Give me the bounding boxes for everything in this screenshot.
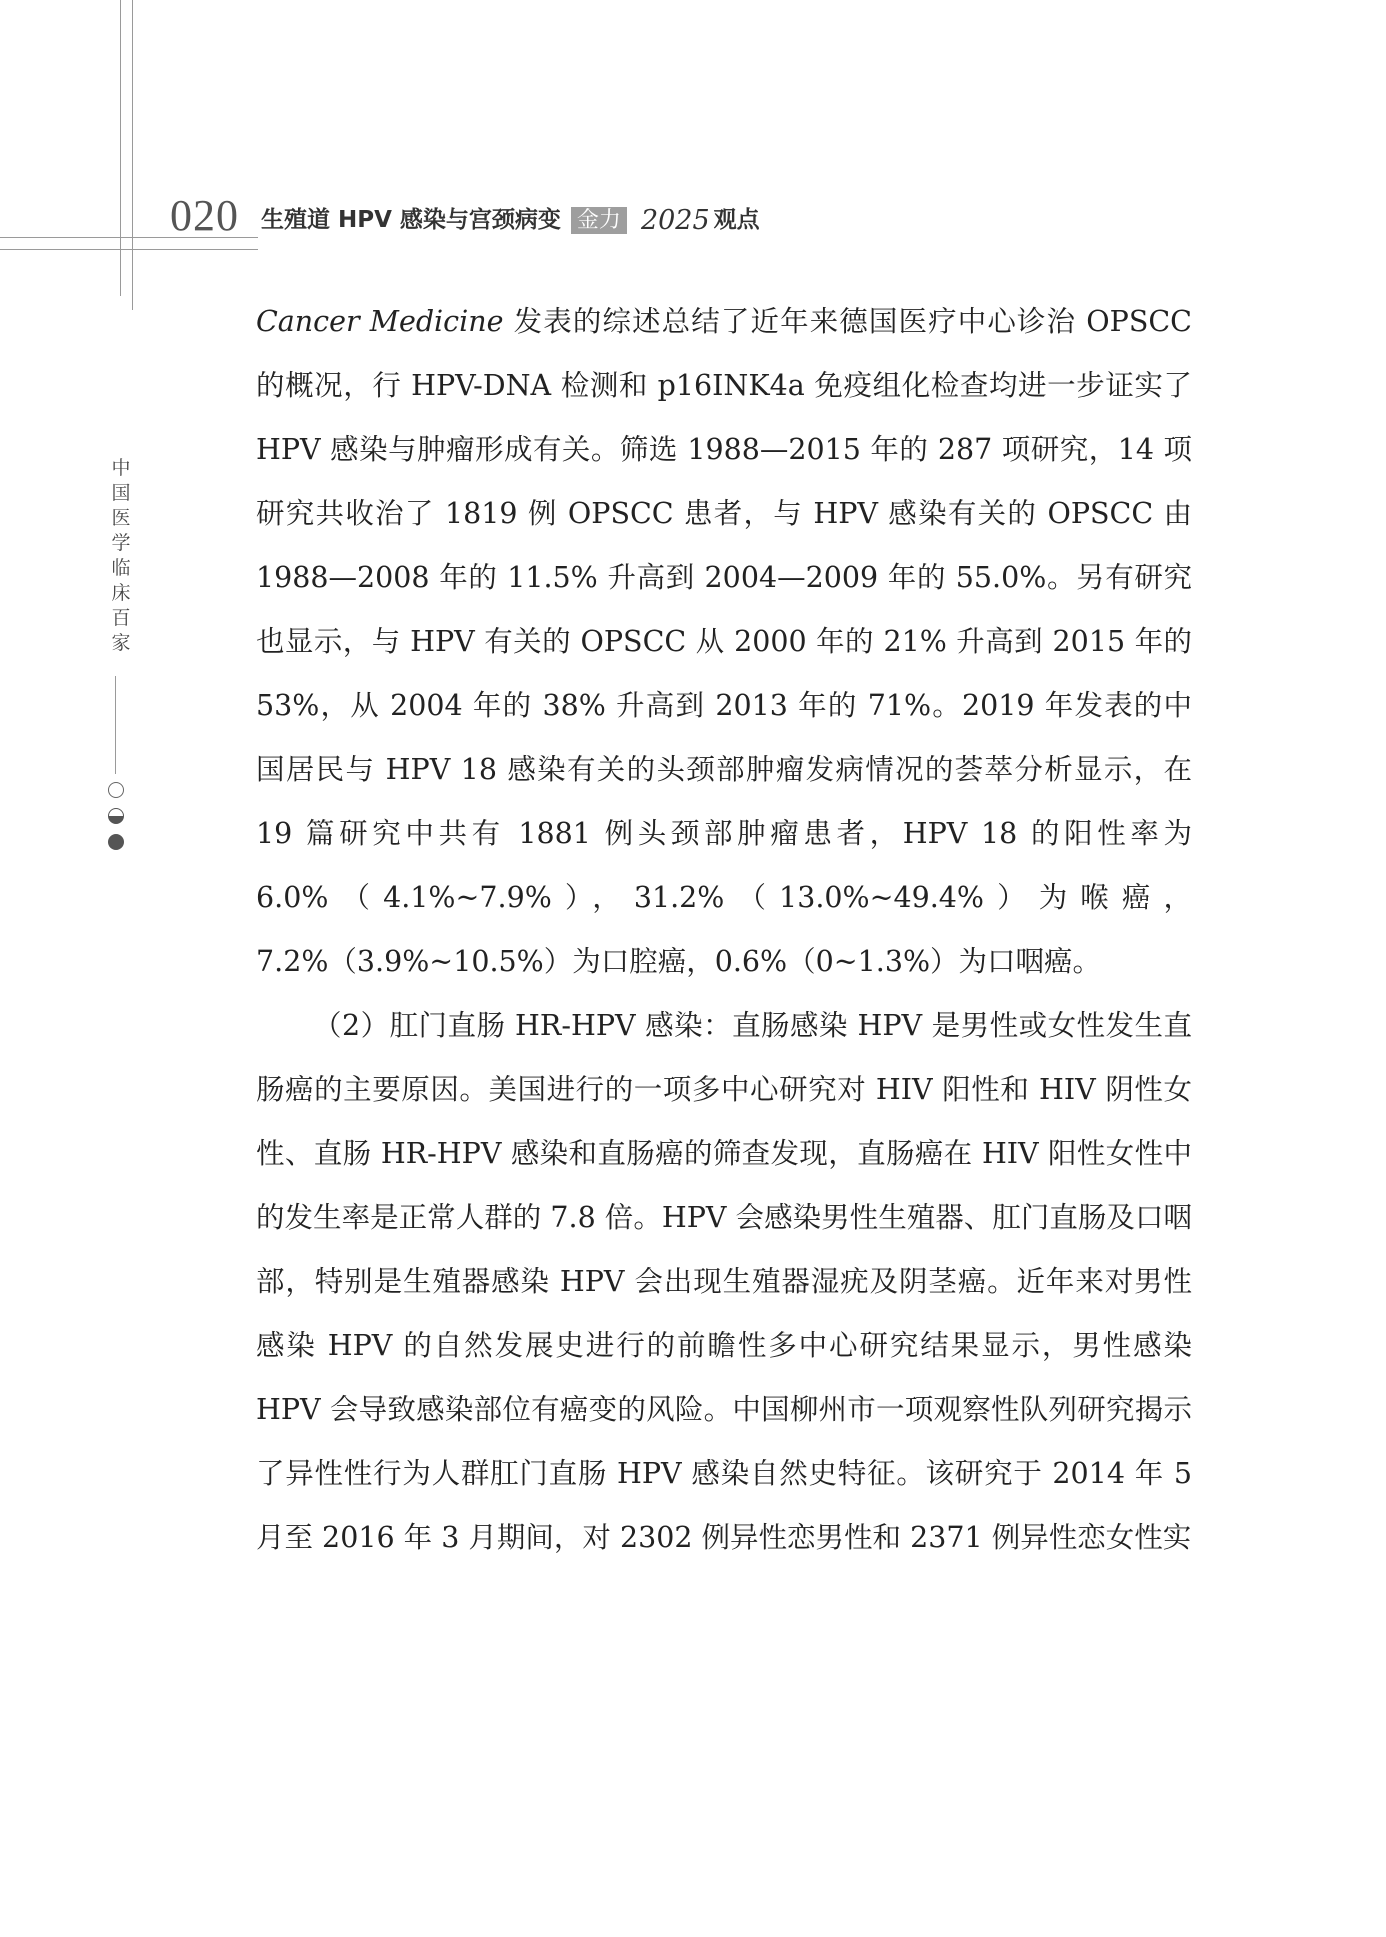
series-suffix: 观点 — [713, 207, 760, 233]
body-text — [256, 290, 1192, 1570]
vertical-rule-outer — [120, 0, 121, 296]
side-label: 中国医学临床百家 — [111, 457, 131, 654]
paragraph-1-text: 发表的综述总结了近年来德国医疗中心诊治 OPSCC 的概况，行 HPV-DNA 检测和 p16INK4a 免疫组化检查均进一步证实了 HPV 感染与肿瘤形成有关。筛选 1988—2015 年的 287 项研究，14 项研究共收治了 1819 例 OPSCC 患者，与 HPV 感染有关的 OPSCC 由 1988—2008 年的 11.5% 升高到 2004—2009 年的 55.0%。另有研究也显示，与 HPV 有关的 OPSCC 从 2000 年的 21% 升高到 2015 年的 53%，从 2004 年的 38% 升高到 2013 年的 71%。2019 年发表的中国居民与 HPV 18 感染有关的头颈部肿瘤发病情况的荟萃分析显示，在 19 篇研究中共有 1881 例头颈部肿瘤患者，HPV 18 的阳性率为 6.0%（4.1%~7.9%），31.2%（13.0%~49.4%）为喉癌，7.2%（3.9%~10.5%）为口腔癌，0.6%（0~1.3%）为口咽癌。 — [256, 305, 1192, 978]
series-year: 2025 — [640, 205, 710, 236]
running-header — [170, 186, 760, 238]
series-badge: 金力 — [571, 207, 627, 234]
journal-name: Cancer Medicine — [256, 305, 504, 338]
paragraph-2: （2）肛门直肠 HR-HPV 感染：直肠感染 HPV 是男性或女性发生直肠癌的主要原因。美国进行的一项多中心研究对 HIV 阳性和 HIV 阴性女性、直肠 HR-HPV 感染和直肠癌的筛查发现，直肠癌在 HIV 阳性女性中的发生率是正常人群的 7.8 倍。HPV 会感染男性生殖器、肛门直肠及口咽部，特别是生殖器感染 HPV 会出现生殖器湿疣及阴茎癌。近年来对男性感染 HPV 的自然发展史进行的前瞻性多中心研究结果显示，男性感染 HPV 会导致感染部位有癌变的风险。中国柳州市一项观察性队列研究揭示了异性性行为人群肛门直肠 HPV 感染自然史特征。该研究于 2014 年 5 月至 2016 年 3 月期间，对 2302 例异性恋男性和 2371 例异性恋女性实 — [256, 1009, 1192, 1554]
paragraph-1 — [256, 290, 1192, 994]
side-dot-empty-icon — [108, 782, 124, 798]
vertical-rule-inner — [132, 0, 133, 310]
header-rule-bottom — [0, 249, 258, 250]
side-rule — [115, 676, 116, 774]
book-title: 生殖道 HPV 感染与宫颈病变 — [261, 207, 561, 233]
side-dot-full-icon — [108, 834, 124, 850]
page-number: 020 — [170, 191, 239, 240]
side-dot-half-icon — [108, 808, 124, 824]
